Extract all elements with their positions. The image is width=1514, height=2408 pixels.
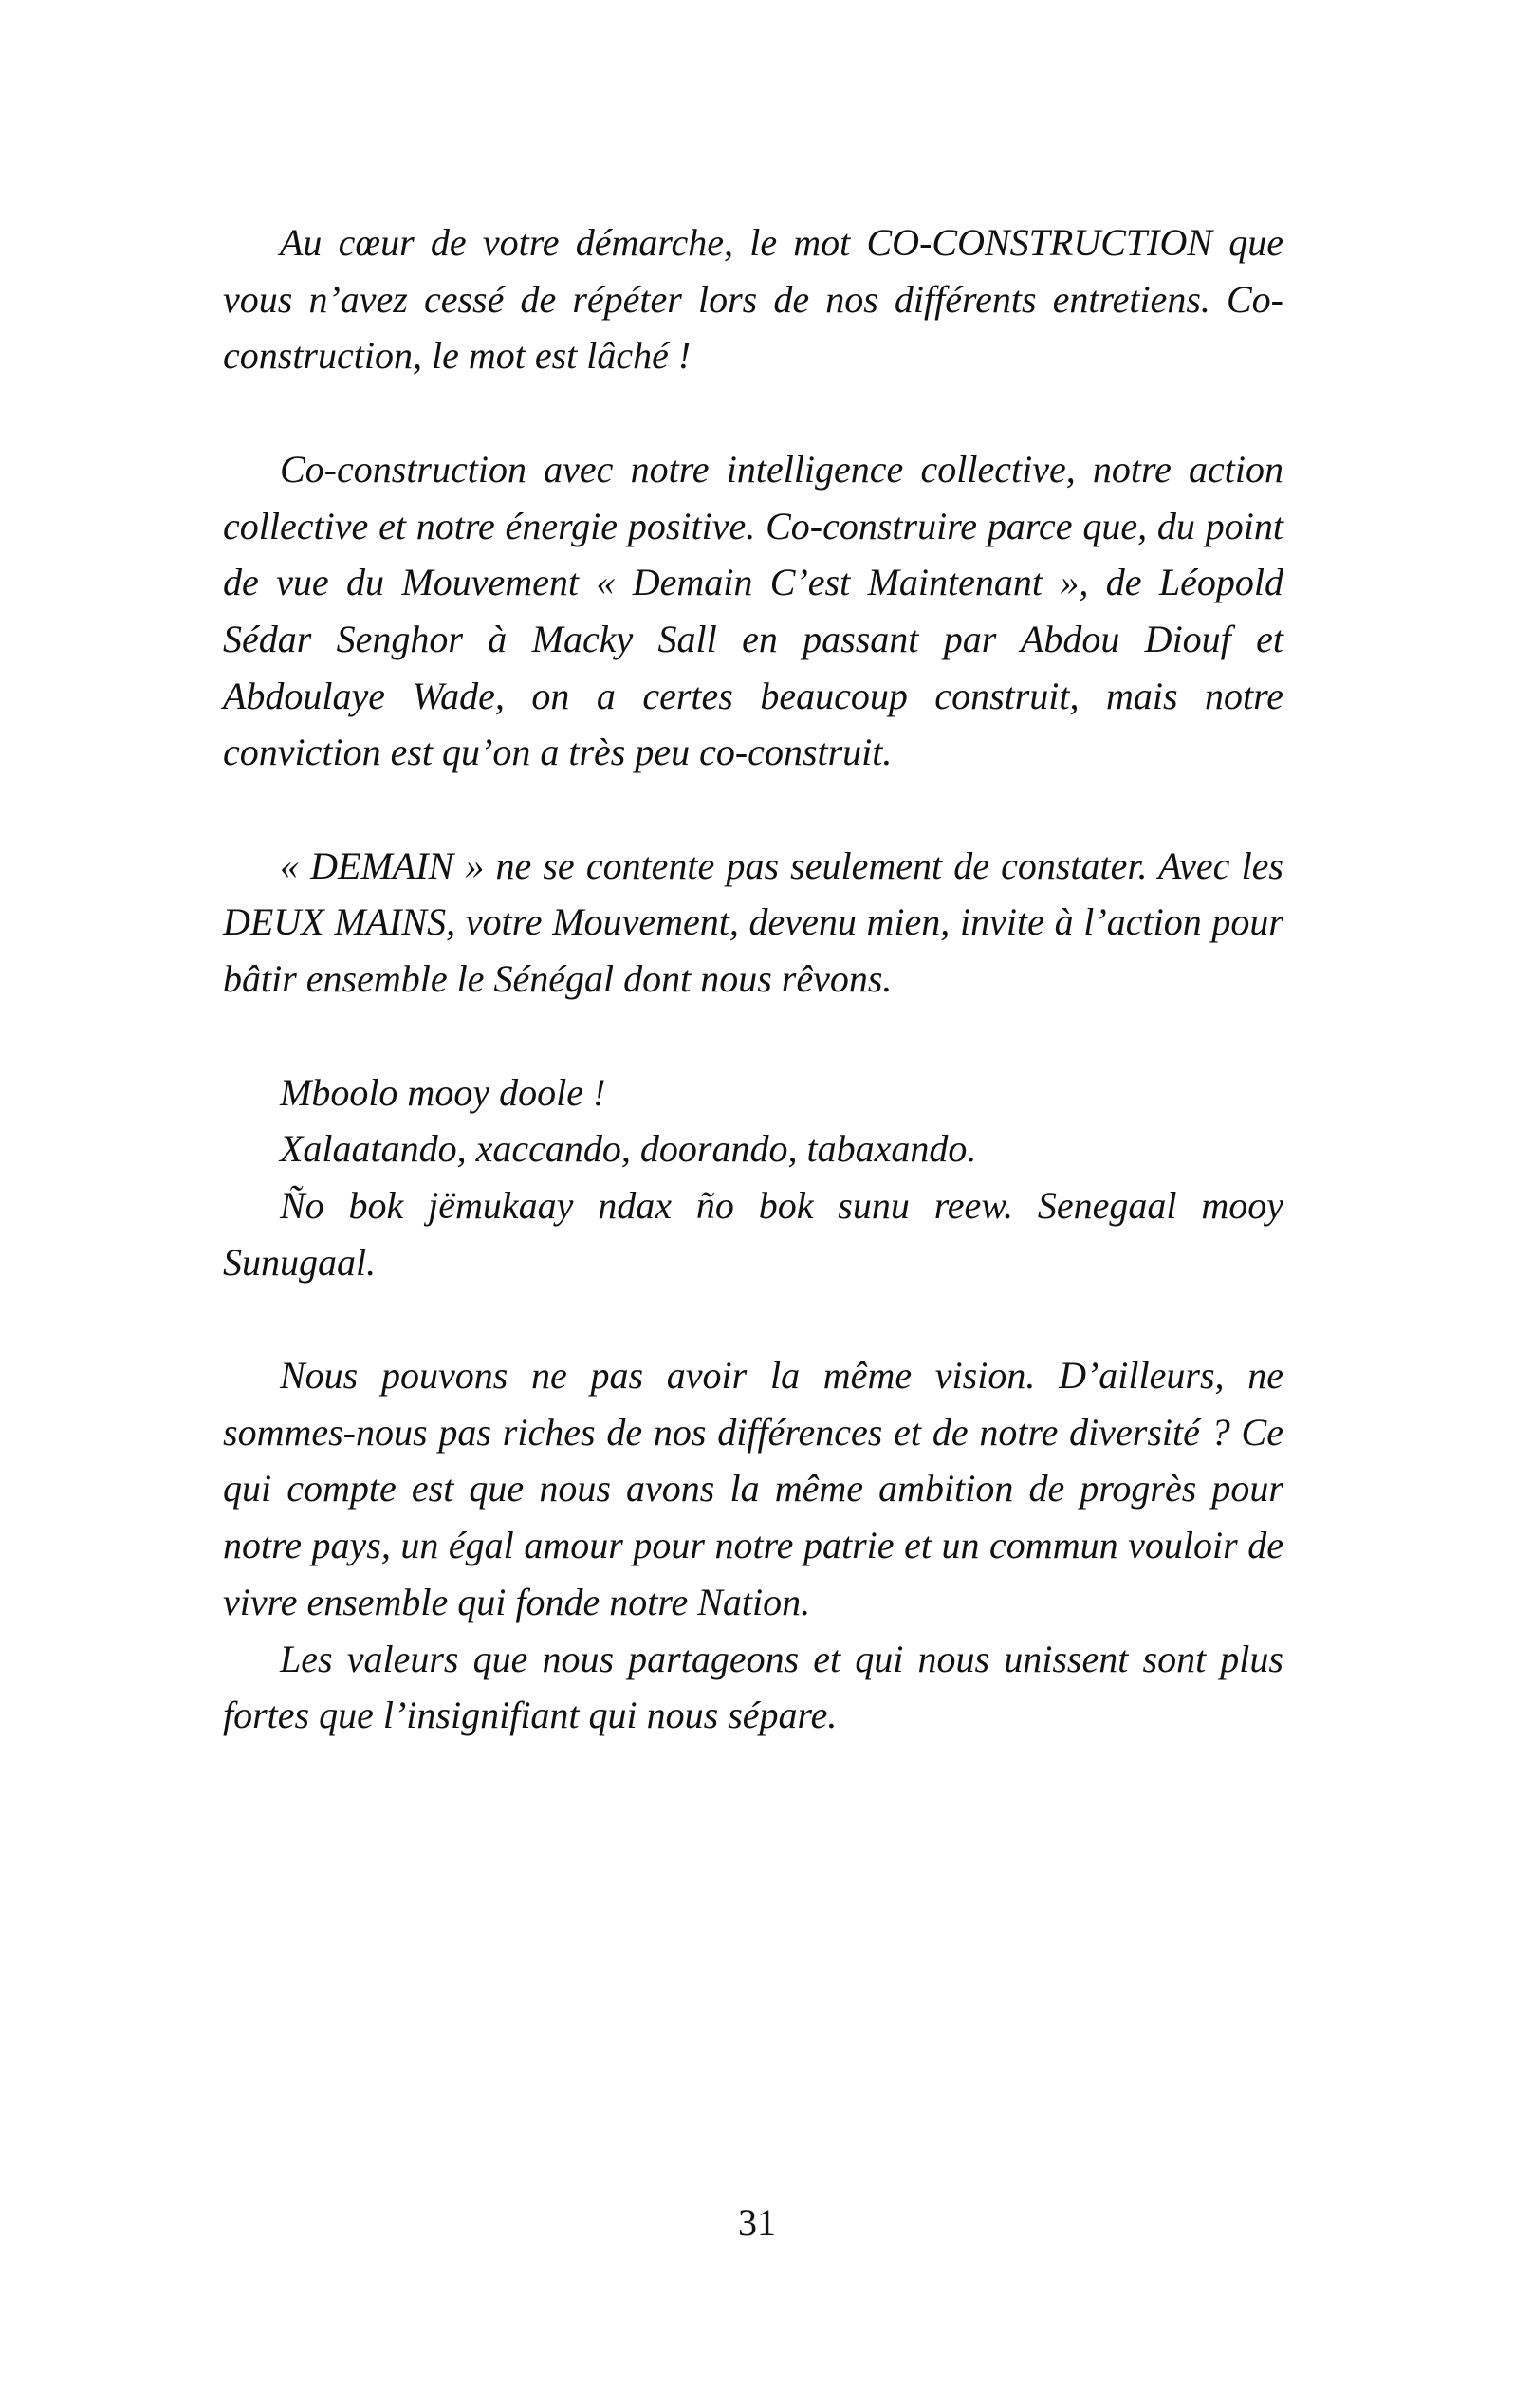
paragraph-gap: [223, 1290, 1283, 1347]
paragraph-gap: [223, 1008, 1283, 1065]
paragraph-co-construction-detail: Co-construction avec notre intelligence collective, notre action collective et notre énergie positive. Co-construire parce que, du point de vue du Mouvement « Demain C’est Maintenant », de Léopold Sédar Senghor à Macky Sall en passant par Abdou Diouf et Abdoulaye Wade, on a certes beaucoup construit, mais notre conviction est qu’on a très peu co-construit.: [223, 447, 1283, 774]
paragraph-gap: [223, 384, 1283, 441]
paragraph-vision: Nous pouvons ne pas avoir la même vision. D’ailleurs, ne sommes-nous pas riches de nos différences et de notre diversité ? Ce qui compte est que nous avons la même ambition de progrès pour notre pays, un égal amour pour notre patrie et un commun vouloir de vivre ensemble qui fonde notre Nation.: [223, 1354, 1283, 1623]
paragraph-gap: [223, 781, 1283, 838]
wolof-line-1: Mboolo mooy doole !: [280, 1070, 606, 1114]
paragraph-valeurs: Les valeurs que nous partageons et qui nous unissent sont plus fortes que l’insignifiant qui nous sépare.: [223, 1637, 1283, 1737]
page-number: 31: [738, 2201, 776, 2244]
page-body: [223, 214, 1283, 1744]
paragraph-co-construction-intro: Au cœur de votre démarche, le mot CO-CONSTRUCTION que vous n’avez cessé de répéter lors de nos différents entretiens. Co-construction, le mot est lâché !: [223, 221, 1283, 378]
paragraph-demain: « DEMAIN » ne se contente pas seulement de constater. Avec les DEUX MAINS, votre Mouvement, devenu mien, invite à l’action pour bâtir ensemble le Sénégal dont nous rêvons.: [223, 843, 1283, 1001]
wolof-line-2: Xalaatando, xaccando, doorando, tabaxando.: [280, 1127, 977, 1171]
wolof-line-3: Ño bok jëmukaay ndax ño bok sunu reew. Senegaal mooy Sunugaal.: [223, 1183, 1283, 1284]
